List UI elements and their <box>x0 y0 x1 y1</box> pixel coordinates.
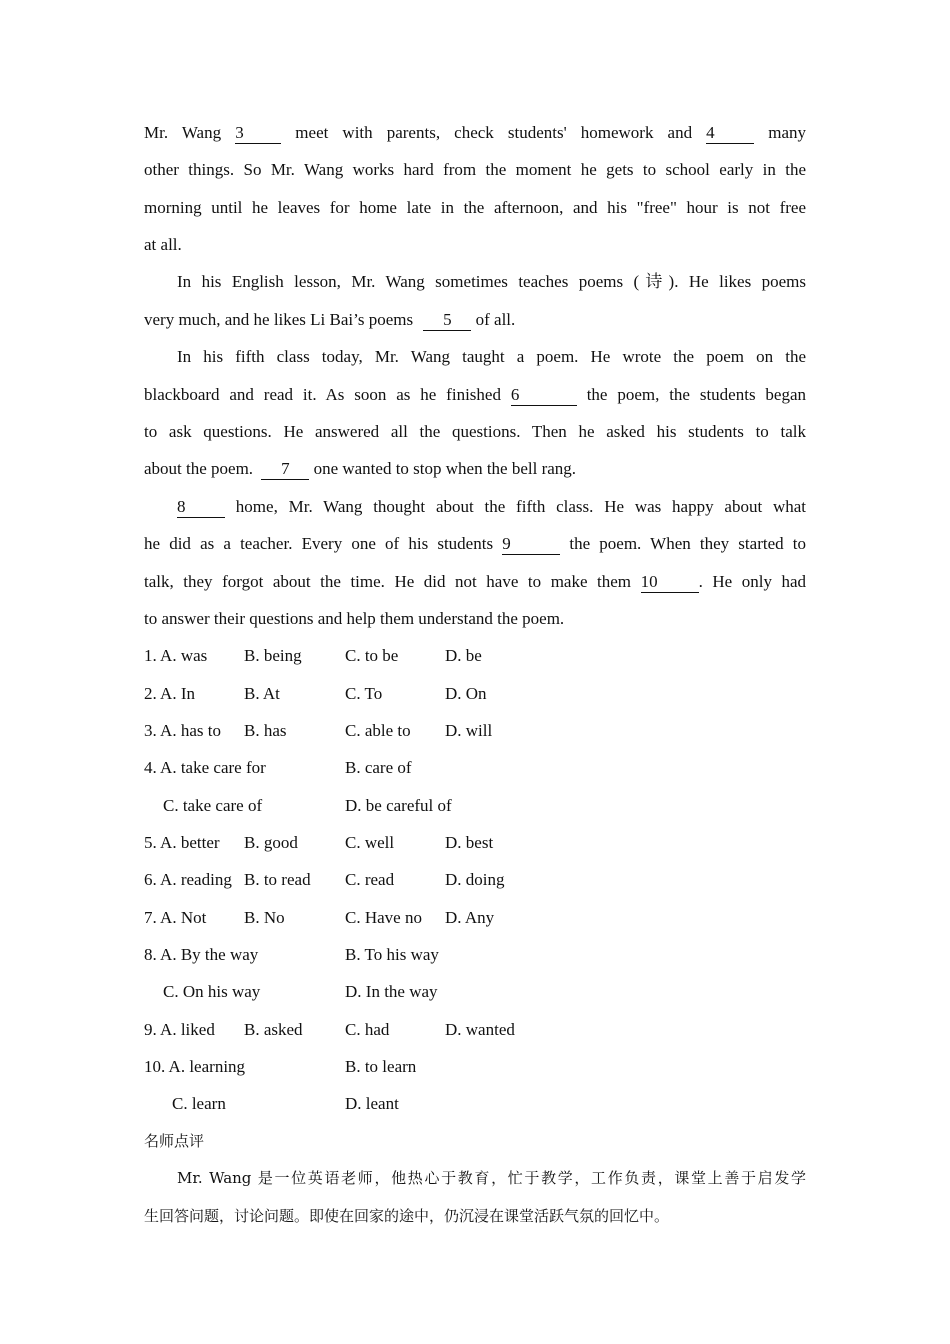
option-b: B. asked <box>244 1020 303 1039</box>
question-8 <box>144 936 806 973</box>
option-c: C. to be <box>345 646 399 665</box>
option-b: B. To his way <box>345 945 439 964</box>
option-c: C. On his way <box>163 982 261 1001</box>
question-3 <box>144 712 806 749</box>
question-10-cont <box>144 1085 806 1122</box>
text: meet with parents, check students' homework and <box>295 123 693 142</box>
option-c: C. able to <box>345 721 411 740</box>
option-d: D. will <box>445 721 493 740</box>
option-c: C. well <box>345 833 395 852</box>
passage-line <box>177 488 806 525</box>
option-c: C. Have no <box>345 908 422 927</box>
passage-line: other things. So Mr. Wang works hard from the moment he gets to school early in the <box>144 160 806 179</box>
text: blackboard and read it. As soon as he finished <box>144 385 501 404</box>
option-d: D. leant <box>345 1094 399 1113</box>
blank-5: 5 <box>423 310 471 331</box>
text: talk, they forgot about the time. He did not have to make them <box>144 572 632 591</box>
option-b: B. good <box>244 833 298 852</box>
option-d: D. On <box>445 684 487 703</box>
text: of all. <box>475 310 516 329</box>
text: one wanted to stop when the bell rang. <box>313 459 577 478</box>
option-c: C. take care of <box>163 796 263 815</box>
option-b: B. No <box>244 908 285 927</box>
option-d: D. be careful of <box>345 796 452 815</box>
text: the poem. When they started to <box>569 534 806 553</box>
question-4-cont <box>144 787 806 824</box>
option-d: D. doing <box>445 870 505 889</box>
passage-line: to ask questions. He answered all the questions. Then he asked his students to talk <box>144 422 806 441</box>
question-6 <box>144 861 806 898</box>
question-7 <box>144 899 806 936</box>
question-8-cont <box>144 973 806 1010</box>
option-c: C. read <box>345 870 395 889</box>
passage-line: morning until he leaves for home late in the afternoon, and his "free" hour is not free <box>144 198 806 217</box>
option-d: D. Any <box>445 908 495 927</box>
passage-line: to answer their questions and help them understand the poem. <box>144 609 565 628</box>
passage-line: In his English lesson, Mr. Wang sometimes teaches poems (诗). He likes poems <box>177 272 806 291</box>
passage-line <box>144 376 806 413</box>
option-b: B. has <box>244 721 287 740</box>
option-a: 2. A. In <box>144 684 195 703</box>
text: he did as a teacher. Every one of his students <box>144 534 494 553</box>
option-a: 8. A. By the way <box>144 945 259 964</box>
passage-line <box>144 563 806 600</box>
option-b: B. to learn <box>345 1057 417 1076</box>
text: many <box>768 123 807 142</box>
blank-9: 9 <box>502 534 560 555</box>
text: very much, and he likes Li Bai’s poems <box>144 310 414 329</box>
option-a: 5. A. better <box>144 833 220 852</box>
question-4 <box>144 749 806 786</box>
text: about the poem. <box>144 459 254 478</box>
passage-line <box>144 114 806 151</box>
option-b: B. being <box>244 646 302 665</box>
blank-8: 8 <box>177 497 225 518</box>
option-d: D. wanted <box>445 1020 515 1039</box>
question-9 <box>144 1011 806 1048</box>
option-c: C. learn <box>172 1094 226 1113</box>
option-a: 3. A. has to <box>144 721 221 740</box>
passage-line: at all. <box>144 235 182 254</box>
blank-6: 6 <box>511 385 577 406</box>
option-c: C. had <box>345 1020 390 1039</box>
passage-line <box>144 301 515 338</box>
option-d: D. be <box>445 646 482 665</box>
comment-line: Mr. Wang 是一位英语老师，他热心于教育，忙于教学，工作负责，课堂上善于启发学 <box>177 1169 806 1187</box>
option-a: 4. A. take care for <box>144 758 266 777</box>
comment-line: 生回答问题，讨论问题。即使在回家的途中，仍沉浸在课堂活跃气氛的回忆中。 <box>144 1207 670 1225</box>
option-a: 7. A. Not <box>144 908 207 927</box>
comment-heading: 名师点评 <box>144 1132 205 1150</box>
question-2 <box>144 675 806 712</box>
text: Mr. Wang <box>144 123 222 142</box>
option-a: 9. A. liked <box>144 1020 215 1039</box>
passage-line: In his fifth class today, Mr. Wang taught a poem. He wrote the poem on the <box>177 347 806 366</box>
blank-10: 10 <box>641 572 699 593</box>
question-10 <box>144 1048 806 1085</box>
option-d: D. best <box>445 833 494 852</box>
option-a: 6. A. reading <box>144 870 232 889</box>
option-a: 1. A. was <box>144 646 208 665</box>
blank-3: 3 <box>235 123 281 144</box>
text: home, Mr. Wang thought about the fifth class. He was happy about what <box>235 497 806 516</box>
passage-line <box>144 525 806 562</box>
blank-4: 4 <box>706 123 754 144</box>
option-b: B. to read <box>244 870 311 889</box>
question-1 <box>144 637 806 674</box>
passage-line <box>144 450 576 487</box>
option-a: 10. A. learning <box>144 1057 246 1076</box>
text: the poem, the students began <box>586 385 807 404</box>
option-b: B. care of <box>345 758 412 777</box>
text: . He only had <box>698 572 807 591</box>
option-c: C. To <box>345 684 383 703</box>
option-d: D. In the way <box>345 982 438 1001</box>
question-5 <box>144 824 806 861</box>
option-b: B. At <box>244 684 280 703</box>
blank-7: 7 <box>261 459 309 480</box>
